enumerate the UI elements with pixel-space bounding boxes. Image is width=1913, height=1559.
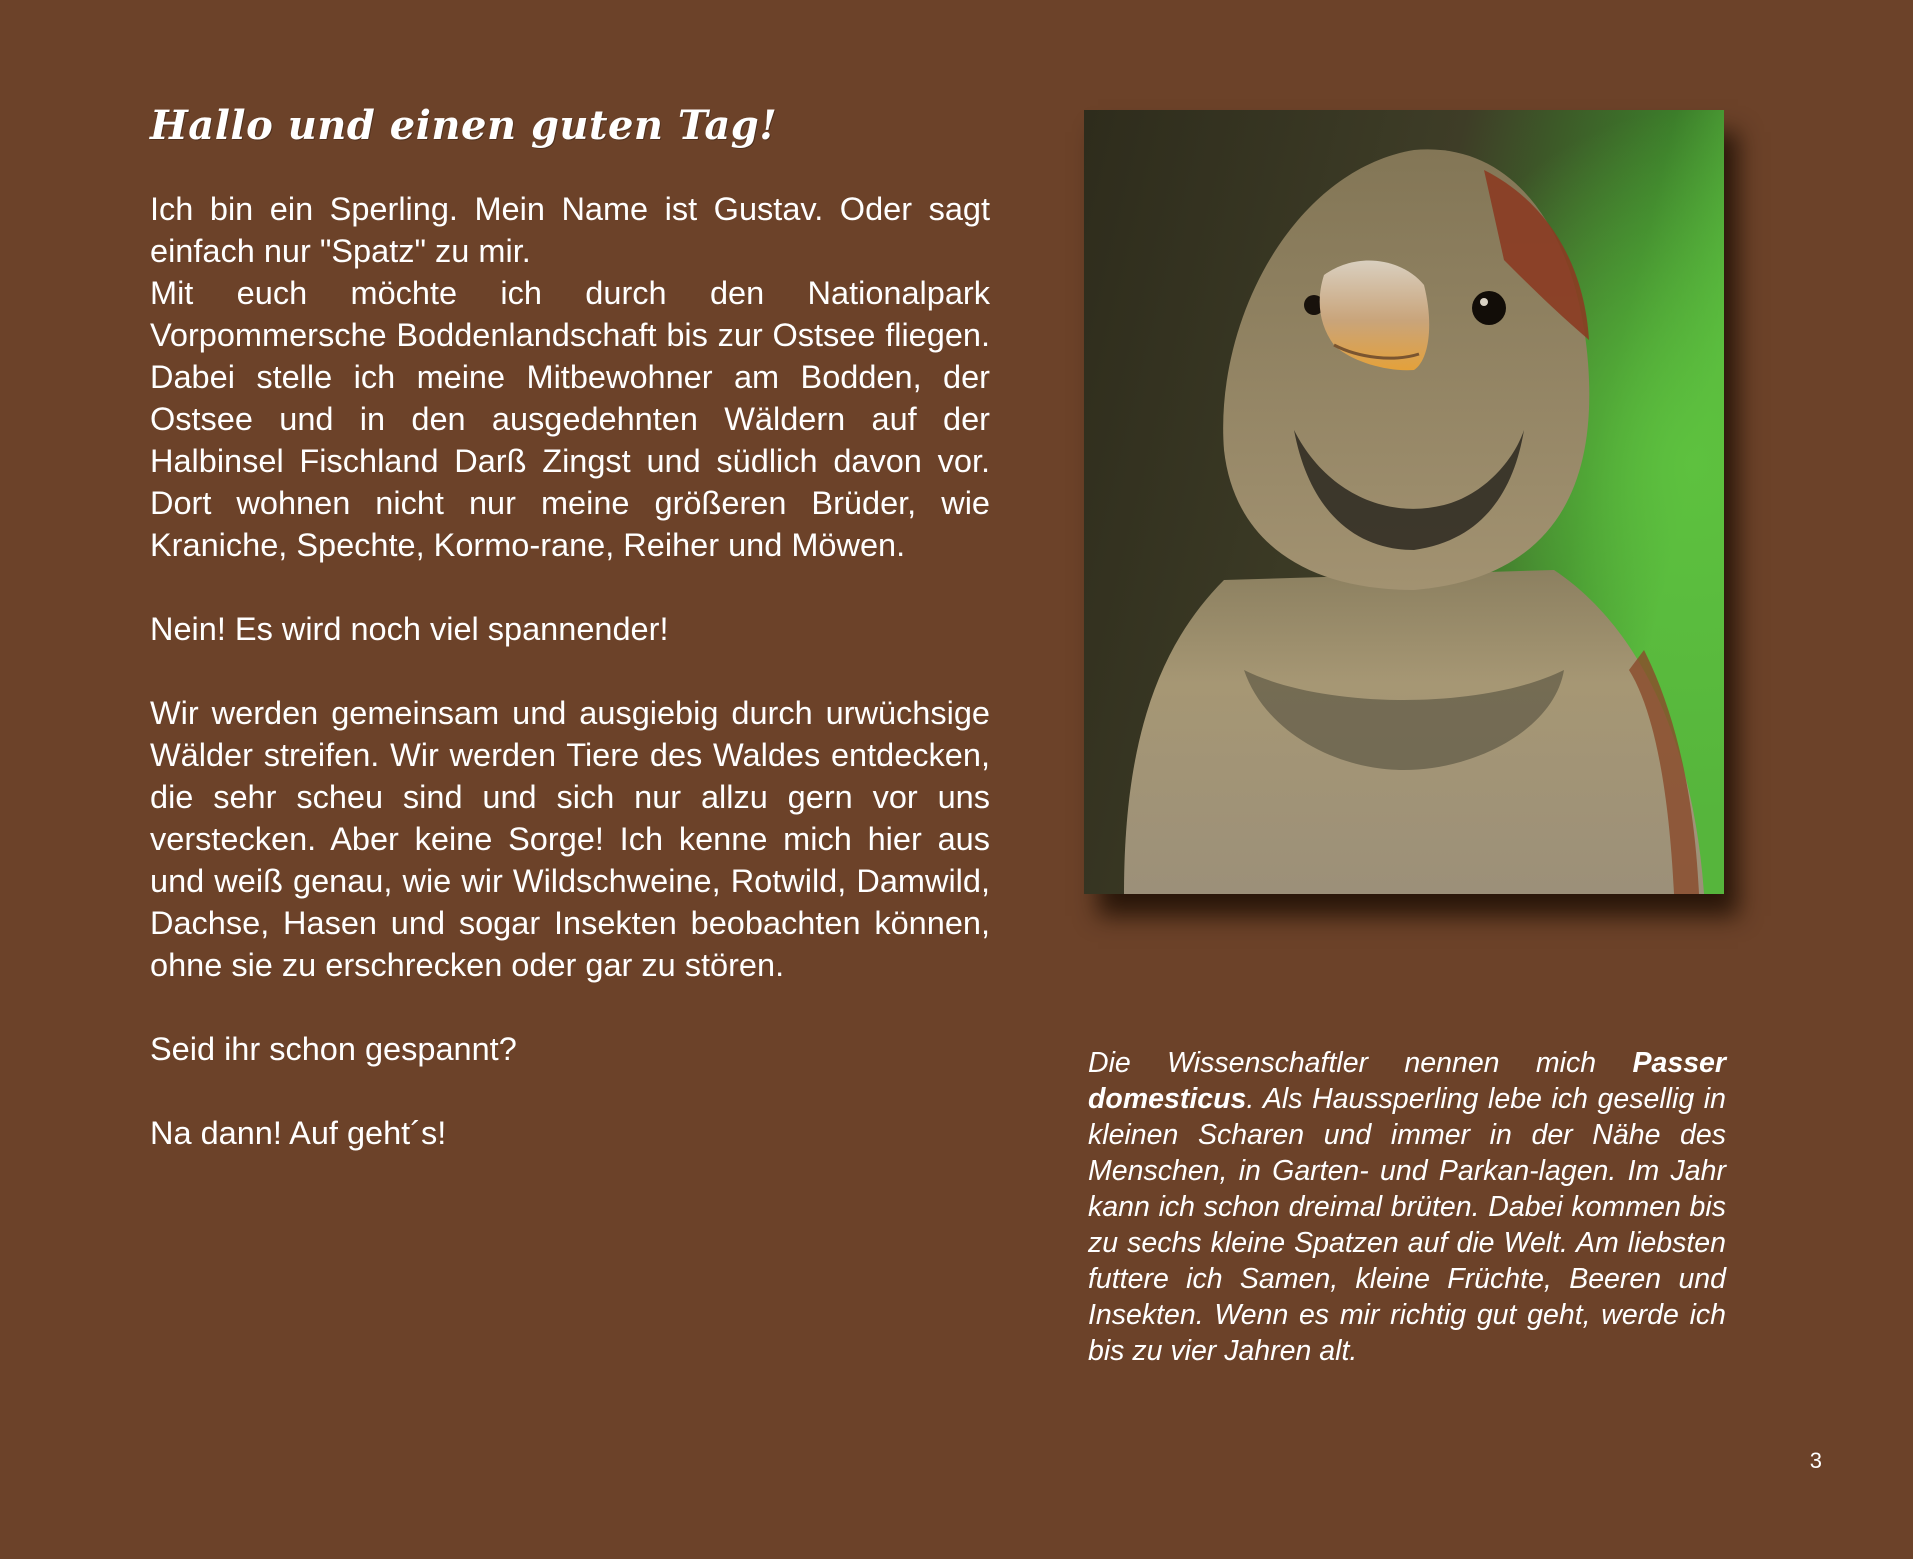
- question-paragraph: Seid ihr schon gespannt?: [150, 1031, 517, 1067]
- species-name: Passer domesticus: [1088, 1046, 1726, 1115]
- sparrow-illustration: [1084, 110, 1724, 894]
- caption-intro: Die Wissenschaftler nennen mich: [1088, 1046, 1633, 1079]
- sparrow-eye: [1472, 291, 1506, 325]
- excitement-paragraph: Nein! Es wird noch viel spannender!: [150, 611, 669, 647]
- species-caption: [1088, 1045, 1726, 1369]
- main-text-column: [150, 100, 990, 1196]
- intro-name-text: Ich bin ein Sperling. Mein Name ist Gustav. Oder sagt einfach nur "Spatz" zu mir.: [150, 191, 990, 269]
- sparrow-photo: [1084, 110, 1724, 894]
- intro-paragraph: [150, 188, 990, 566]
- forest-paragraph: Wir werden gemeinsam und ausgiebig durch urwüchsige Wälder streifen. Wir werden Tiere des Waldes entdecken, die sehr scheu sind und sich nur allzu gern vor uns verstecken. Aber keine Sorge! Ich kenne mich hier aus und weiß genau, wie wir Wildschweine, Rotwild, Damwild, Dachse, Hasen und sogar Insekten beobachten können, ohne sie zu erschrecken oder gar zu stören.: [150, 695, 990, 983]
- closing-paragraph: Na dann! Auf geht´s!: [150, 1115, 447, 1151]
- intro-journey-text: Mit euch möchte ich durch den Nationalpark Vorpommersche Boddenlandschaft bis zur Ostsee fliegen. Dabei stelle ich meine Mitbewohner am Bodden, der Ostsee und in den ausgedehnten Wäldern auf der Halbinsel Fischland Darß Zingst und südlich davon vor. Dort wohnen nicht nur meine größeren Brüder, wie Kraniche, Spechte, Kormo-rane, Reiher und Möwen.: [150, 275, 990, 563]
- caption-body: . Als Haussperling lebe ich gesellig in kleinen Scharen und immer in der Nähe des Menschen, in Garten- und Parkan-lagen. Im Jahr kann ich schon dreimal brüten. Dabei kommen bis zu sechs kleine Spatzen auf die Welt. Am liebsten futtere ich Samen, kleine Früchte, Beeren und Insekten. Wenn es mir richtig gut geht, werde ich bis zu vier Jahren alt.: [1088, 1082, 1726, 1367]
- page-heading: Hallo und einen guten Tag!: [150, 102, 778, 149]
- page-number: 3: [1809, 1448, 1822, 1473]
